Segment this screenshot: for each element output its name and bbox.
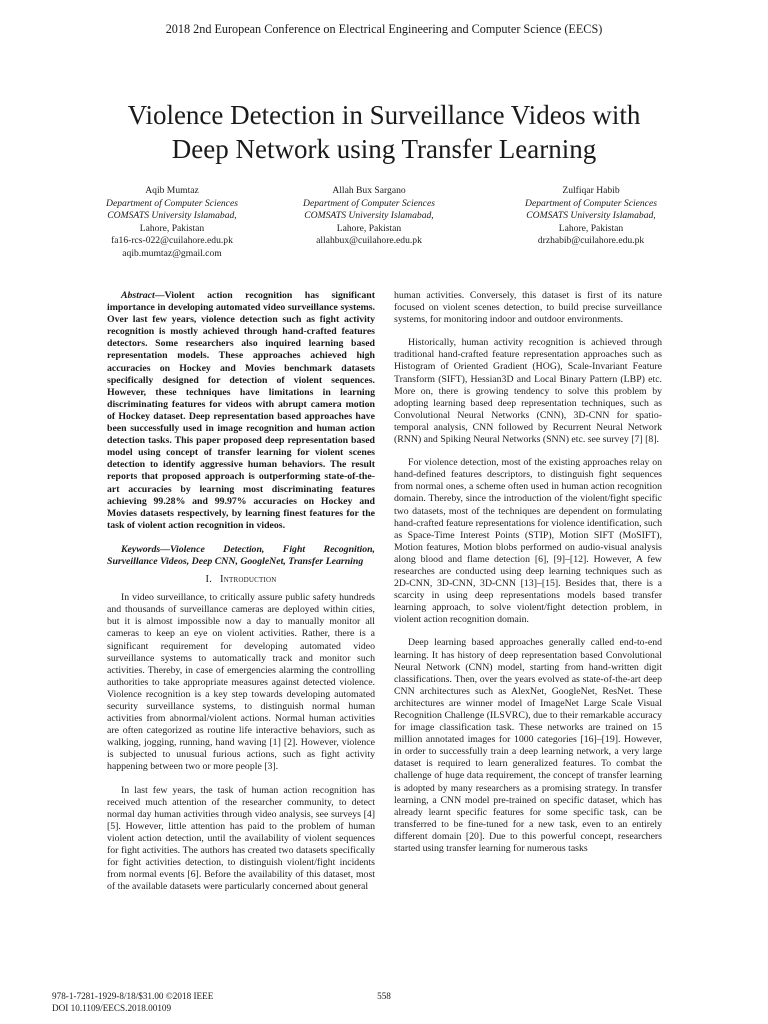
title-line-1: Violence Detection in Surveillance Videos with (127, 100, 641, 130)
author-block-1 (57, 185, 287, 260)
author-name: Aqib Mumtaz (145, 185, 199, 196)
section-heading-introduction (107, 574, 375, 586)
footer-doi: DOI 10.1109/EECS.2018.00109 (52, 1002, 172, 1013)
author-university: COMSATS University Islamabad, (526, 210, 656, 221)
paragraph: Historically, human activity recognition is achieved through traditional hand-crafted feature representation approaches such as Histogram of Oriented Gradient (HOG), Scale-Invariant Feature Transform (SIFT), Hessian3D and Local Binary Pattern (LBP) etc. More on, there is growing tendency to solve this problem by adopting learning based deep representation techniques, such as Convolutional Neural Networks (CNN), 3D-CNN for spatio-temporal analysis, CNN followed by Recurrent Neural Network (RNN) and Spiking Neural Networks (SNN) etc. see survey [7] [8]. (394, 337, 662, 446)
section-number: I. (205, 574, 213, 586)
author-block-2 (254, 185, 484, 248)
paper-title (60, 98, 708, 166)
keywords-text: —Violence Detection, Fight Recognition, Surveillance Videos, Deep CNN, GoogleNet, Transfer Learning (107, 543, 375, 567)
author-city: Lahore, Pakistan (139, 222, 205, 234)
right-column (394, 290, 662, 855)
author-department: Department of Computer Sciences (106, 197, 238, 209)
page-number: 558 (377, 991, 391, 1001)
paragraph: In last few years, the task of human action recognition has received much attention of the researcher community, to detect normal day human activities through video analysis, see surveys [4] [5]. However, little attention has paid to the problem of human violent action detection, until the availability of violent sequences for fight activities. The authors has created two datasets specifically for fight activities detection, to distinguish violent/fight incidents from normal events [6]. Before the availability of this dataset, most of the available datasets were particularly concerned about general (107, 784, 375, 893)
author-university: COMSATS University Islamabad, (107, 210, 237, 221)
author-university: COMSATS University Islamabad, (304, 210, 434, 221)
footer-isbn: 978-1-7281-1929-8/18/$31.00 ©2018 IEEE (52, 991, 214, 1001)
abstract-text: —Violent action recognition has significant importance in developing automated video surveillance systems. Over last few years, violence detection such as fight activity recognition is mostly achieved through hand-crafted features detectors. Some researchers also inquired learning based representation models. These approaches achieved high accuracies on Hockey and Movies benchmark datasets specifically designed for detection of violent sequences. However, these techniques have limitations in learning discriminating features for videos with abrupt camera motion of Hockey dataset. Deep representation based approaches have been successfully used in image recognition and human action detection tasks. This paper proposed deep representation based model using concept of transfer learning for violent scenes detection to identify aggressive human behaviors. The result reports that proposed approach is outperforming state-of-the-art accuracies by learning most discriminating features achieving 99.28% and 99.97% accuracies on Hockey and Movies datasets respectively, by learning finest features for the task of violent action recognition in videos. (107, 290, 375, 531)
keywords (107, 544, 375, 568)
conference-header: 2018 2nd European Conference on Electrical Engineering and Computer Science (EECS) (165, 22, 603, 36)
author-email-2: aqib.mumtaz@gmail.com (122, 247, 222, 259)
author-name: Allah Bux Sargano (332, 185, 406, 196)
section-title: Introduction (220, 574, 277, 586)
author-city: Lahore, Pakistan (336, 222, 402, 234)
paragraph: human activities. Conversely, this dataset is first of its nature focused on violent scenes detection, to build precise surveillance systems, for monitoring indoor and outdoor environments. (394, 290, 662, 326)
paragraph: In video surveillance, to critically assure public safety hundreds and thousands of surveillance cameras are deployed within cities, but it is almost impossible now a day to manually monitor all cameras to keep an eye on violent activities. Rather, there is a significant requirement for developing automated video surveillance systems to automatically track and monitor such activities. Thereby, in case of emergencies alarming the controlling authorities to take appropriate measures against detected violence. Violence recognition is a key step towards developing automated security surveillance systems, to distinguish normal human activities from abnormal/violent actions. Normal human activities are often categorized as routine life interactive behaviors, such as walking, jogging, running, hand waving [1] [2]. However, violence is subjected to unusual furious actions, such as fight activity happening between two or more people [3]. (107, 592, 375, 773)
left-column (107, 290, 375, 893)
abstract-label: Abstract (121, 290, 155, 301)
author-city: Lahore, Pakistan (558, 222, 624, 234)
title-line-2: Deep Network using Transfer Learning (171, 134, 597, 164)
author-block-3 (476, 185, 706, 248)
author-email: drzhabib@cuilahore.edu.pk (537, 235, 645, 246)
keywords-label: Keywords (121, 543, 161, 555)
author-department: Department of Computer Sciences (525, 197, 657, 209)
author-name: Zulfiqar Habib (562, 185, 620, 196)
paragraph: For violence detection, most of the existing approaches relay on hand-defined features descriptors, to distinguish fight sequences from normal ones, a scheme often used in human action recognition domain. Thereby, since the introduction of the violent/fight specific two datasets, most of the techniques are dependent on formulating hand-crafted feature representations for violence identification, such as Space-Time Interest Points (STIP), Motion SIFT (MoSIFT), Motion features, Motion blobs performed on audio-visual analysis along blood and flame detection [6], [9]–[12]. However, A few researches are conducted using deep learning techniques such as 2D-CNN, 3D-CNN, 3D-CNN [13]–[15]. Besides that, there is a scarcity in using deep representations models based transfer learning approach, to solve violent/fight detection problem, in violent action recognition domain. (394, 457, 662, 626)
abstract (107, 290, 375, 532)
author-email: fa16-rcs-022@cuilahore.edu.pk (111, 235, 233, 246)
author-email: allahbux@cuilahore.edu.pk (316, 235, 422, 246)
author-department: Department of Computer Sciences (303, 197, 435, 209)
paragraph: Deep learning based approaches generally called end-to-end learning. It has history of deep representation based Convolutional Neural Network (CNN) model, starting from hand-written digit classifications. Then, over the years evolved as state-of-the-art deep CNN architectures such as AlexNet, GoogleNet, ResNet. These architectures are winner model of ImageNet Large Scale Visual Recognition Challenge (ILSVRC), due to their remarkable accuracy for image classification task. These networks are trained on 15 million annotated images for 1000 categories [16]–[19]. However, in order to successfully train a deep learning network, a very large dataset is required to learn generalized features. To combat the challenge of huge data requirement, the concept of transfer learning is adopted by many researchers as a promising strategy. In transfer learning, a CNN model pre-trained on specific dataset, which has already learnt specific features for some specific task, can be transferred to be fine-tuned for a new task, even to an entirely different domain [20]. Due to this powerful concept, researchers started using transfer learning for numerous tasks (394, 637, 662, 855)
